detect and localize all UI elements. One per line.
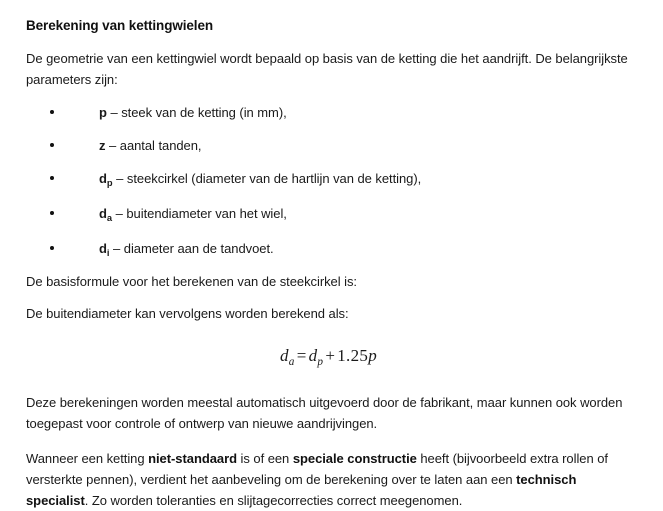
parameter-symbol: $d_a$ xyxy=(99,206,113,223)
formula-lhs-symbol: d xyxy=(279,346,289,365)
bullet-point-icon xyxy=(50,110,54,114)
parameter-description: steekcirkel (diameter van de hartlijn van de ketting), xyxy=(126,171,422,186)
formula-equals: = xyxy=(296,346,307,365)
formula-block xyxy=(26,346,637,366)
advice-text-part4: . Zo worden toleranties en slijtagecorrecties correct meegenomen. xyxy=(84,493,463,508)
formula-rhs-subscript: p xyxy=(317,356,324,368)
formula-coefficient: 1.25 xyxy=(337,346,369,365)
formula-lhs-subscript: a xyxy=(288,356,295,368)
advice-emphasis-niet-standaard: niet-standaard xyxy=(148,451,237,466)
parameter-list xyxy=(26,102,637,261)
parameter-symbol: $d_p$ xyxy=(99,171,113,188)
advice-text-part2: is of een xyxy=(236,451,293,466)
parameter-symbol: $d_i$ xyxy=(99,241,110,258)
parameter-subscript: p xyxy=(106,178,113,188)
parameter-separator: – xyxy=(109,241,124,256)
list-item xyxy=(26,135,637,156)
bullet-point-icon xyxy=(50,176,54,180)
parameter-separator: – xyxy=(112,171,127,186)
parameter-description: buitendiameter van het wiel, xyxy=(126,206,287,221)
parameter-separator: – xyxy=(105,138,120,153)
parameter-description: diameter aan de tandvoet. xyxy=(123,241,274,256)
advice-emphasis-technisch-specialist: technisch specialist xyxy=(26,472,577,508)
list-item xyxy=(26,238,637,261)
advice-text-part3: heeft (bijvoorbeeld extra rollen of versterkte pennen), verdient het aanbeveling om de berekening over te laten aan een xyxy=(26,451,608,487)
parameter-description: aantal tanden, xyxy=(119,138,202,153)
advice-emphasis-speciale-constructie: speciale constructie xyxy=(292,451,417,466)
formula-rhs-factor: p xyxy=(368,346,377,365)
formula-plus: + xyxy=(325,346,336,365)
pitch-circle-lead-in: De basisformule voor het berekenen van de steekcirkel is: xyxy=(26,274,357,289)
bullet-point-icon xyxy=(50,246,54,250)
bullet-point-icon xyxy=(50,211,54,215)
advice-paragraph xyxy=(26,448,637,511)
parameter-symbol: z xyxy=(99,138,106,153)
formula-rhs-symbol: d xyxy=(308,346,318,365)
outer-diameter-formula xyxy=(280,346,377,366)
list-item xyxy=(26,168,637,191)
parameter-description: steek van de ketting (in mm), xyxy=(121,105,287,120)
parameter-subscript: a xyxy=(106,213,113,223)
parameter-symbol: p xyxy=(99,105,107,120)
intro-paragraph: De geometrie van een kettingwiel wordt bepaald op basis van de ketting die het aandrijft. De belangrijkste parameters zijn: xyxy=(26,51,628,87)
parameter-subscript: i xyxy=(106,248,110,258)
outer-diameter-lead-in: De buitendiameter kan vervolgens worden berekend als: xyxy=(26,306,349,321)
advice-text-part1: Wanneer een ketting xyxy=(26,451,149,466)
page-title: Berekening van kettingwielen xyxy=(26,18,214,33)
list-item xyxy=(26,203,637,226)
bullet-point-icon xyxy=(50,143,54,147)
manufacturer-paragraph: Deze berekeningen worden meestal automatisch uitgevoerd door de fabrikant, maar kunnen ook worden toegepast voor controle of ontwerp van nieuwe aandrijvingen. xyxy=(26,395,623,431)
list-item xyxy=(26,102,637,123)
parameter-separator: – xyxy=(112,206,127,221)
parameter-separator: – xyxy=(106,105,122,120)
